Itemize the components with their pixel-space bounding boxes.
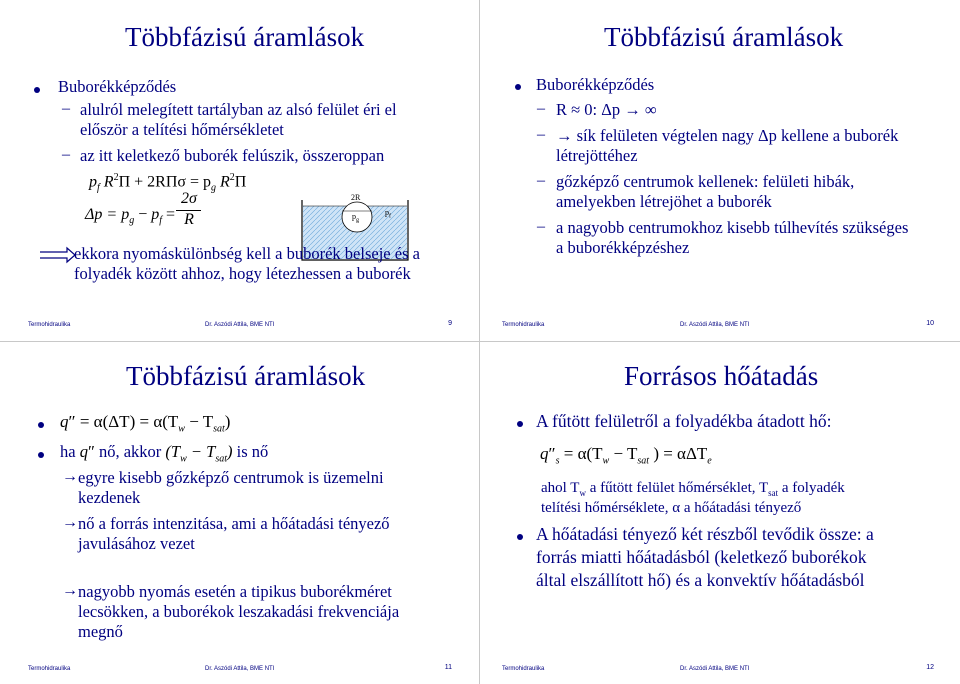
horizontal-divider bbox=[0, 341, 960, 342]
equation-pressure-diff: $\Delta p = p_g - p_f$ = bbox=[85, 206, 176, 227]
slide-12 bbox=[482, 344, 960, 684]
sub-text: létrejöttéhez bbox=[556, 146, 638, 165]
dash: – bbox=[537, 126, 545, 143]
arrow-icon: → bbox=[62, 468, 78, 485]
equation-force-balance: $p_f$ $R^2\Pi + 2R\Pi\sigma = p_g$ $R^2\Pi$ bbox=[89, 172, 247, 194]
sub-text: javulásához vezet bbox=[78, 534, 195, 553]
footer-course: Termohidraulika bbox=[502, 666, 545, 672]
bullet-text: Buborékképződés bbox=[536, 75, 655, 94]
sub-text: lecsökken, a buborékok leszakadási frekvenciája bbox=[78, 602, 400, 621]
slide-title: Többfázisú áramlások bbox=[126, 361, 366, 391]
fraction-denominator: R bbox=[184, 211, 194, 228]
definition-text: telítési hőmérséklete, α a hőátadási tényező bbox=[541, 500, 802, 516]
sub-text: először a telítési hőmérsékletet bbox=[80, 120, 284, 139]
bullet-dot bbox=[517, 421, 523, 427]
page-number: 11 bbox=[444, 664, 452, 671]
label-pg: $p_g$ bbox=[352, 212, 359, 224]
slide-9 bbox=[0, 0, 478, 340]
implies-arrow-icon bbox=[40, 246, 76, 264]
arrow-icon: → bbox=[62, 514, 78, 531]
dash: – bbox=[62, 100, 70, 117]
label-2r: 2R bbox=[351, 193, 361, 202]
sub-text: nő a forrás intenzitása, ami a hőátadási tényező bbox=[78, 514, 390, 533]
footer-author: Dr. Aszódi Attila, BME NTI bbox=[680, 322, 750, 328]
sub-text: amelyekben létrejöhet a buborék bbox=[556, 192, 772, 211]
bullet-dot bbox=[34, 87, 40, 93]
conclusion-text: ekkora nyomáskülönbség kell a buborék belseje és a bbox=[74, 244, 420, 263]
sub-text: → sík felületen végtelen nagy Δp kellene a buborék bbox=[556, 126, 899, 145]
bullet-text: A fűtött felületről a folyadékba átadott hő: bbox=[536, 411, 832, 431]
definition-text: ahol $T_w$ a fűtött felület hőmérséklet, $T_{sat}$ a folyadék bbox=[541, 480, 845, 498]
bullet-dot bbox=[515, 84, 521, 90]
fraction-numerator: 2σ bbox=[181, 190, 197, 207]
vertical-divider bbox=[479, 0, 480, 684]
bullet-text: Buborékképződés bbox=[58, 77, 177, 96]
sub-text: megnő bbox=[78, 622, 123, 641]
ha-line: ha q″ nő, akkor $(T_w - T_{sat})$ is nő bbox=[60, 442, 269, 465]
footer-author: Dr. Aszódi Attila, BME NTI bbox=[205, 666, 275, 672]
arrow-icon: → bbox=[62, 582, 78, 599]
page-number: 12 bbox=[926, 664, 934, 671]
bullet-dot bbox=[38, 452, 44, 458]
slide-11 bbox=[0, 344, 478, 684]
page-number: 10 bbox=[926, 320, 934, 327]
sub-text: nagyobb nyomás esetén a tipikus buborékméret bbox=[78, 582, 392, 601]
slide-title: Többfázisú áramlások bbox=[125, 22, 365, 52]
bullet-dot bbox=[517, 534, 523, 540]
dash: – bbox=[537, 100, 545, 117]
slide-title: Forrásos hőátadás bbox=[624, 361, 819, 391]
bullet-text: által elszállított hő) és a konvektív hőátadásból bbox=[536, 570, 865, 590]
sub-text: az itt keletkező buborék felúszik, összeroppan bbox=[80, 146, 385, 165]
sub-text: kezdenek bbox=[78, 488, 141, 507]
slide-title: Többfázisú áramlások bbox=[604, 22, 844, 52]
footer-author: Dr. Aszódi Attila, BME NTI bbox=[205, 322, 275, 328]
page-number: 9 bbox=[448, 320, 452, 327]
dash: – bbox=[537, 172, 545, 189]
sub-text: a nagyobb centrumokhoz kisebb túlhevítés szükséges bbox=[556, 218, 909, 237]
equation-boiling: $q''_s = \alpha(T_w - T_{sat}$ ) = αΔT$_e$ bbox=[540, 444, 712, 467]
footer-course: Termohidraulika bbox=[28, 322, 71, 328]
sub-text: gőzképző centrumok kellenek: felületi hibák, bbox=[556, 172, 855, 191]
bullet-text: A hőátadási tényező két részből tevődik össze: a bbox=[536, 524, 874, 544]
sub-text: a buborékképzéshez bbox=[556, 238, 690, 257]
label-pf: $p_f$ bbox=[385, 208, 391, 220]
sub-text: egyre kisebb gőzképző centrumok is üzemelni bbox=[78, 468, 384, 487]
footer-course: Termohidraulika bbox=[28, 666, 71, 672]
conclusion-text: folyadék között ahhoz, hogy létezhessen a buborék bbox=[74, 264, 411, 283]
footer-author: Dr. Aszódi Attila, BME NTI bbox=[680, 666, 750, 672]
sub-text: R ≈ 0: Δp → ∞ bbox=[556, 100, 657, 119]
footer-course: Termohidraulika bbox=[502, 322, 545, 328]
dash: – bbox=[62, 146, 70, 163]
equation-heat-flux: $q'' = \alpha(\Delta T) = \alpha(T_w - T_{sat})$ bbox=[60, 412, 231, 435]
bullet-dot bbox=[38, 422, 44, 428]
bullet-text: forrás miatti hőátadásból (keletkező buborékok bbox=[536, 547, 867, 567]
slide-10 bbox=[482, 0, 960, 340]
sub-text: alulról melegített tartályban az alsó felület éri el bbox=[80, 100, 397, 119]
dash: – bbox=[537, 218, 545, 235]
